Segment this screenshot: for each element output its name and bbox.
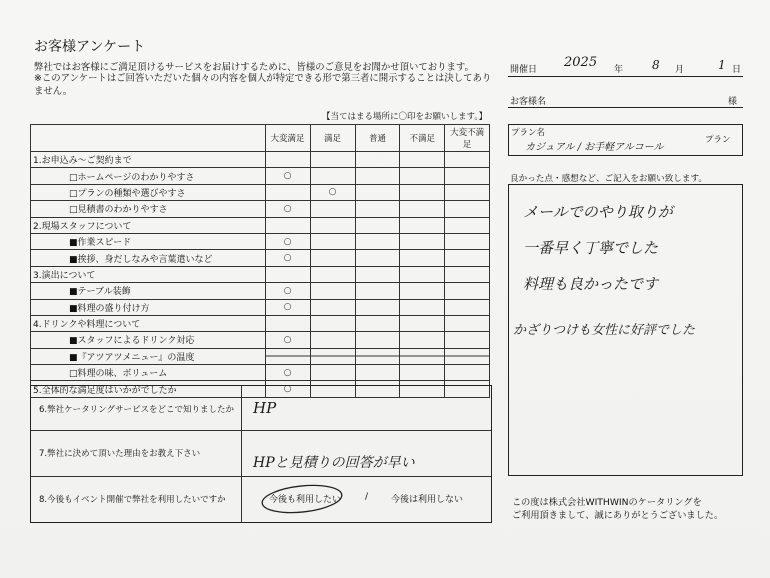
item-label: ■テーブル装飾 [31,283,266,299]
rating-cell[interactable] [355,283,400,299]
date-underline [508,76,743,77]
rating-cell[interactable] [400,332,445,348]
plan-value[interactable]: カジュアル / お手軽アルコール [525,142,664,153]
rating-cell[interactable] [445,348,490,364]
rating-cell[interactable] [400,283,445,299]
plan-suffix: プラン [705,135,731,145]
month-unit: 月 [675,65,685,75]
section-row [31,217,490,233]
rating-cell[interactable] [355,168,400,184]
rating-cell[interactable] [445,283,490,299]
rating-cell[interactable] [400,250,445,266]
plan-label: プラン名 [511,128,546,138]
item-label: ■挨拶、身だしなみや言葉遣いなど [31,250,266,266]
item-row [31,168,490,184]
section-label: 5.全体的な満足度はいかがでしたか [31,381,266,397]
rating-cell[interactable] [310,217,355,233]
q8-option-no[interactable]: 今後は利用しない [391,495,464,505]
rating-cell[interactable] [355,299,400,315]
rating-cell[interactable] [445,233,490,249]
item-row [31,283,490,299]
rating-mark[interactable]: ○ [265,201,310,217]
item-label: ■『アツアツメニュー』の温度 [31,348,266,364]
rating-cell[interactable] [310,233,355,249]
rating-cell[interactable] [445,168,490,184]
comment-line: 料理も良かったです [523,275,659,293]
comments-box[interactable] [508,184,743,476]
section-row [31,266,490,282]
rating-cell[interactable] [355,184,400,200]
rating-cell[interactable] [400,201,445,217]
rating-cell[interactable] [265,315,310,331]
item-row [31,299,490,315]
q8-label: 8.今後もイベント開催で弊社を利用したいですか [39,495,226,505]
intro-text: 弊社ではお客様にご満足頂けるサービスをお届けするために、皆様のご意見をお聞かせ頂いております。 [34,62,474,73]
item-row [31,332,490,348]
rating-cell[interactable] [400,266,445,282]
rating-cell[interactable] [400,348,445,364]
rating-cell[interactable] [355,332,400,348]
date-year[interactable]: 2025 [564,55,598,70]
date-label: 開催日 [510,65,538,75]
rating-cell[interactable] [445,217,490,233]
date-month[interactable]: 8 [652,58,660,72]
rating-cell[interactable] [310,365,355,381]
rating-mark[interactable]: ○ [265,332,310,348]
rating-cell[interactable] [445,315,490,331]
rating-cell[interactable] [400,315,445,331]
rating-mark[interactable]: ○ [265,168,310,184]
rating-cell[interactable] [310,266,355,282]
rating-cell[interactable] [310,332,355,348]
plan-box [508,124,743,156]
customer-label: お客様名 [510,97,547,107]
rating-cell[interactable] [355,233,400,249]
rating-cell[interactable] [445,299,490,315]
q7-label: 7.弊社に決めて頂いた理由をお教え下さい [39,449,201,459]
item-label: □ホームページのわかりやすさ [31,168,266,184]
rating-cell[interactable] [355,152,400,168]
item-row [31,250,490,266]
rating-cell[interactable] [445,365,490,381]
page-title: お客様アンケート [34,39,146,55]
q8-option-yes[interactable]: 今後も利用したい [269,495,342,505]
rating-cell[interactable] [265,266,310,282]
header-neutral: 普通 [355,125,400,152]
item-label: ■スタッフによるドリンク対応 [31,332,266,348]
item-label: ■料理の盛り付け方 [31,299,266,315]
rating-cell[interactable] [400,299,445,315]
item-label: □見積書のわかりやすさ [31,201,266,217]
item-row [31,233,490,249]
rating-cell[interactable] [310,201,355,217]
rating-cell[interactable]: ○ [265,381,310,397]
rating-cell[interactable] [400,365,445,381]
rating-cell[interactable] [355,201,400,217]
rating-cell[interactable] [355,315,400,331]
rating-cell[interactable] [445,332,490,348]
rating-cell[interactable] [265,152,310,168]
item-row [31,201,490,217]
rating-cell[interactable] [445,250,490,266]
customer-suffix: 様 [728,97,738,107]
rating-cell[interactable] [355,217,400,233]
header-row [31,125,490,152]
section-label: 4.ドリンクや料理について [31,315,266,331]
rating-mark[interactable]: ○ [310,184,355,200]
rating-mark[interactable]: ○ [265,250,310,266]
selected-circle-mark [259,482,345,516]
rating-cell[interactable] [310,250,355,266]
year-unit: 年 [614,65,624,75]
rating-cell[interactable] [400,217,445,233]
header-very-unsatisfied: 大変不満足 [445,125,490,152]
q7-answer[interactable]: HPと見積りの回答が早い [253,455,415,471]
rating-cell[interactable] [265,217,310,233]
question-box [30,385,492,523]
rating-mark[interactable]: ○ [265,233,310,249]
rating-cell[interactable] [265,348,310,364]
closing-text-1: この度は株式会社WITHWINのケータリングを [512,497,702,508]
item-row [31,184,490,200]
instruction-text: 【当てはまる場所に〇印をお願いします。】 [322,112,488,122]
rating-cell[interactable] [310,152,355,168]
section-label: 2.現場スタッフについて [31,217,266,233]
rating-cell[interactable] [355,266,400,282]
rating-cell[interactable] [310,299,355,315]
header-unsatisfied: 不満足 [400,125,445,152]
rating-cell[interactable] [400,233,445,249]
rating-cell[interactable] [445,266,490,282]
rating-mark[interactable]: ○ [265,299,310,315]
rating-mark[interactable]: ○ [265,365,310,381]
day-unit: 日 [732,65,742,75]
header-very-satisfied: 大変満足 [265,125,310,152]
section-row [31,152,490,168]
date-day[interactable]: 1 [718,58,726,72]
rating-cell[interactable] [355,250,400,266]
rating-cell[interactable] [310,168,355,184]
privacy-note: ※このアンケートはご回答いただいた個々の内容を個人が特定できる形で第三者に開示することは決してありません。 [34,73,492,97]
section-label: 3.演出について [31,266,266,282]
rating-cell[interactable] [400,184,445,200]
comment-line: 一番早く丁寧でした [523,239,659,257]
rating-cell[interactable] [310,283,355,299]
rating-cell[interactable] [445,184,490,200]
item-row [31,365,490,381]
section-row [31,315,490,331]
header-satisfied: 満足 [310,125,355,152]
item-row [31,348,490,364]
comment-line: かざりつけも女性に好評でした [513,323,696,338]
q6-answer[interactable]: HP [253,399,277,417]
rating-cell[interactable] [310,348,355,364]
section-label: 1.お申込み～ご契約まで [31,152,266,168]
q8-separator: / [365,492,369,502]
rating-cell[interactable] [445,152,490,168]
rating-cell[interactable] [310,315,355,331]
rating-cell[interactable] [445,201,490,217]
rating-cell[interactable] [400,152,445,168]
rating-cell[interactable] [400,168,445,184]
comment-line: メールでのやり取りが [523,203,673,221]
rating-cell[interactable] [265,184,310,200]
rating-cell[interactable] [355,348,400,364]
item-label: ■作業スピード [31,233,266,249]
closing-text-2: ご利用頂きまして、誠にありがとうございました。 [512,510,724,521]
rating-cell[interactable] [355,365,400,381]
item-label: □料理の味、ボリューム [31,365,266,381]
item-label: □プランの種類や選びやすさ [31,184,266,200]
q6-label: 6.弊社ケータリングサービスをどこで知りましたか [39,405,234,415]
ratings-table [30,124,490,398]
comments-label: 良かった点・感想など、ご記入をお願い致します。 [510,174,707,184]
rating-mark[interactable]: ○ [265,283,310,299]
customer-underline[interactable] [508,107,743,108]
